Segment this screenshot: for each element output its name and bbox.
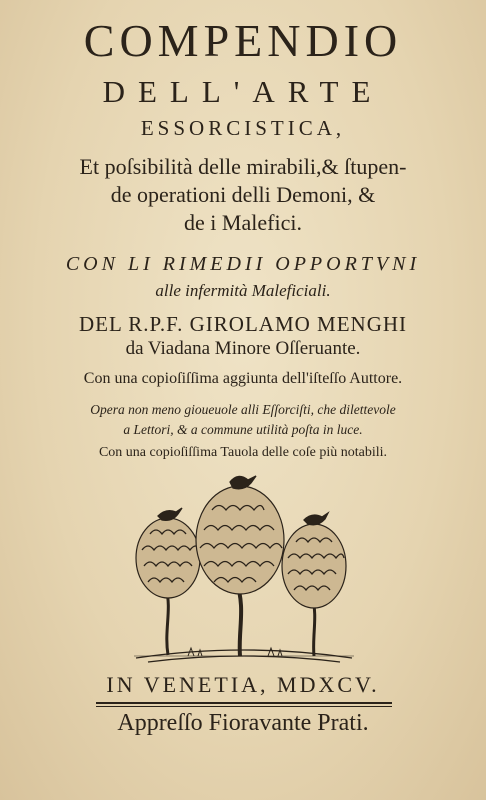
imprint-printer: Appreſſo Fioravante Prati. (117, 710, 369, 736)
imprint-rule (96, 702, 392, 704)
imprint-place-date: IN VENETIA, MDXCV. (106, 672, 380, 697)
author-line-1: DEL R.P.F. GIROLAMO MENGHI (78, 312, 408, 336)
subtitle-line-3: de i Malefici. (184, 210, 302, 235)
subtitle-line-2: de operationi delli Demoni, & (110, 182, 376, 207)
imprint-rule-thin (96, 706, 392, 707)
remedies-line-2: alle infermità Maleficiali. (155, 281, 331, 300)
title-line-1: COMPENDIO (83, 15, 403, 66)
opera-note-line-2: a Lettori, & a commune utilità poſta in luce. (123, 422, 363, 437)
title-line-2: DELL'ARTE (102, 74, 384, 109)
opera-note-line-1: Opera non meno gioueuole alli Eſſorciſti, che dilettevole (90, 402, 396, 417)
tavola-note: Con una copioſiſſima Tauola delle coſe più notabili. (98, 445, 388, 460)
trees-vignette-illustration (128, 470, 360, 670)
addition-note: Con una copioſiſſima aggiunta dell'iſteſſo Auttore. (83, 370, 403, 387)
subtitle-line-1: Et poſsibilità delle mirabili,& ſtupen- (79, 154, 407, 179)
remedies-line-1: CON LI RIMEDII OPPORTVNI (65, 253, 421, 275)
title-line-3: ESSORCISTICA, (140, 116, 346, 140)
author-line-2: da Viadana Minore Oſſeruante. (125, 338, 361, 359)
